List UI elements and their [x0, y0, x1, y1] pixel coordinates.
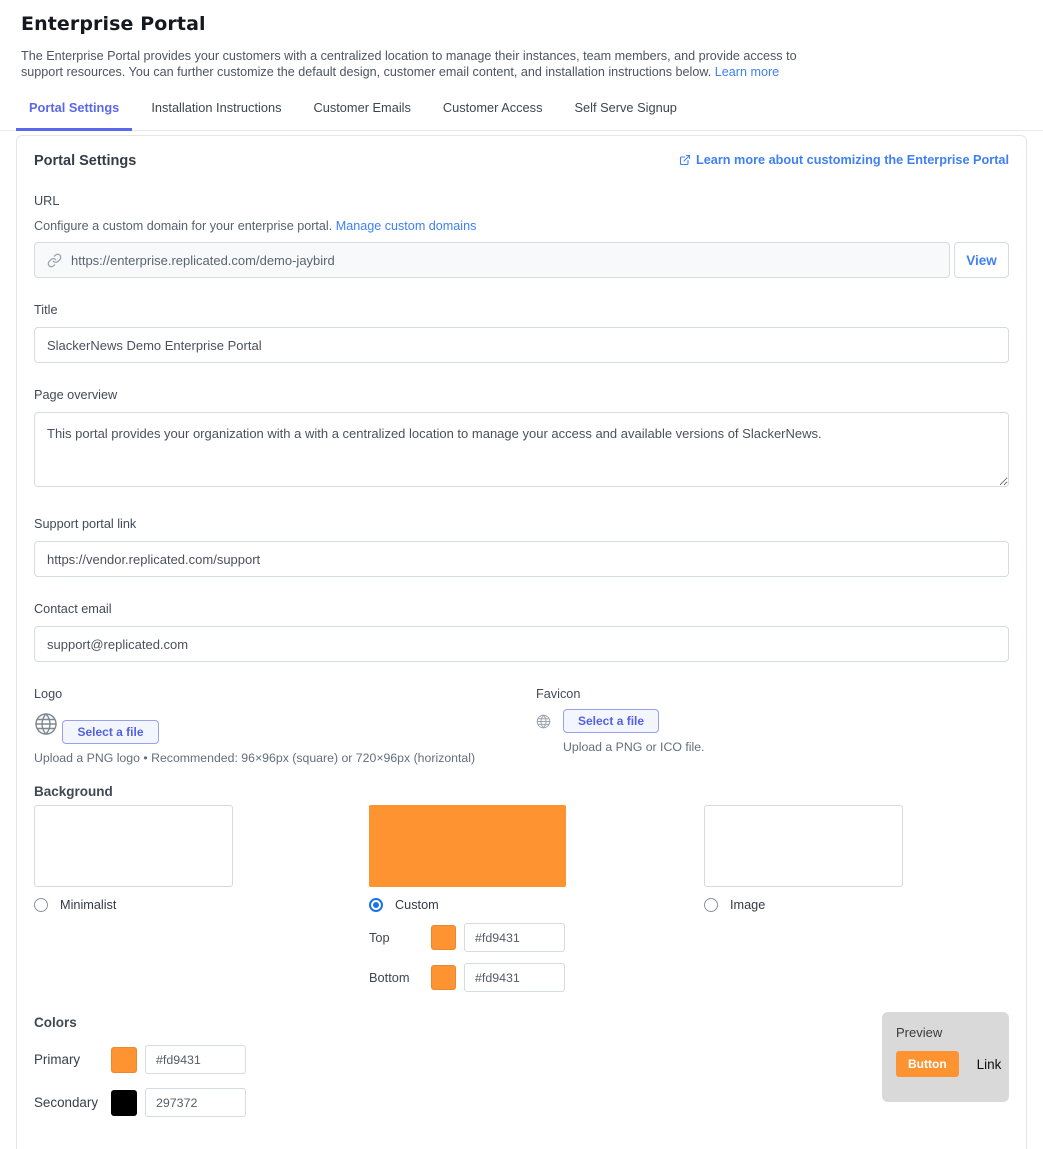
background-option-minimalist [34, 805, 369, 992]
preview-link: Link [976, 1056, 1002, 1072]
image-radio-label: Image [730, 898, 766, 912]
customize-portal-link[interactable] [679, 153, 1009, 167]
favicon-section [536, 686, 704, 765]
background-option-image [704, 805, 903, 992]
custom-radio[interactable] [369, 898, 383, 912]
background-bottom-label: Bottom [369, 970, 410, 985]
globe-icon [536, 714, 551, 729]
card-header [34, 153, 1009, 169]
background-bottom-row [369, 963, 704, 992]
view-portal-button[interactable]: View [954, 242, 1009, 278]
favicon-label: Favicon [536, 687, 581, 701]
page-overview-label: Page overview [34, 388, 118, 402]
background-top-row [369, 923, 704, 952]
logo-help-text: Upload a PNG logo • Recommended: 96×96px (square) or 720×96px (horizontal) [34, 751, 476, 765]
link-icon [47, 253, 62, 268]
favicon-select-file-button[interactable]: Select a file [563, 709, 659, 733]
logo-select-file-button[interactable]: Select a file [62, 720, 158, 744]
tab-bar [0, 92, 1043, 131]
url-help-text: Configure a custom domain for your enterprise portal. [34, 219, 333, 233]
tab-portal-settings[interactable]: Portal Settings [16, 92, 132, 131]
primary-color-label: Primary [34, 1052, 81, 1067]
primary-color-hex-input[interactable] [145, 1045, 246, 1074]
external-link-icon [679, 154, 691, 166]
manage-custom-domains-link[interactable]: Manage custom domains [335, 219, 477, 233]
url-help [34, 218, 1009, 234]
minimalist-radio-row[interactable] [34, 897, 369, 913]
background-top-label: Top [369, 930, 390, 945]
background-option-custom [369, 805, 704, 992]
minimalist-radio[interactable] [34, 898, 48, 912]
tab-installation-instructions[interactable]: Installation Instructions [151, 100, 282, 115]
url-input-wrap [34, 242, 950, 278]
tab-customer-emails[interactable]: Customer Emails [313, 100, 411, 115]
logo-section [34, 686, 536, 765]
custom-radio-label: Custom [395, 898, 439, 912]
support-portal-link-label: Support portal link [34, 517, 137, 531]
page-title: Enterprise Portal [21, 13, 206, 35]
portal-url-input[interactable] [71, 253, 937, 268]
background-options-row [34, 805, 1009, 992]
tab-customer-access[interactable]: Customer Access [442, 100, 543, 115]
background-top-swatch[interactable] [431, 925, 456, 950]
page-header [0, 0, 1043, 80]
preview-button: Button [896, 1051, 959, 1077]
minimalist-preview-box[interactable] [34, 805, 233, 887]
favicon-upload-block [563, 709, 704, 754]
logo-favicon-row [34, 686, 1009, 765]
secondary-color-row [34, 1088, 1009, 1117]
background-top-hex-input[interactable] [464, 923, 565, 952]
colors-section [34, 1014, 1009, 1117]
page-description [21, 48, 811, 80]
logo-label: Logo [34, 687, 63, 701]
image-radio-row[interactable] [704, 897, 903, 913]
custom-preview-box[interactable] [369, 805, 566, 887]
image-radio[interactable] [704, 898, 718, 912]
background-bottom-hex-input[interactable] [464, 963, 565, 992]
url-label: URL [34, 194, 60, 208]
page-overview-textarea[interactable] [34, 412, 1009, 487]
custom-radio-row[interactable] [369, 897, 704, 913]
secondary-color-hex-input[interactable] [145, 1088, 246, 1117]
url-input-group [34, 242, 1009, 278]
colors-label: Colors [34, 1015, 77, 1030]
title-label: Title [34, 303, 58, 317]
minimalist-radio-label: Minimalist [60, 898, 117, 912]
globe-icon [34, 712, 58, 736]
customize-portal-link-label: Learn more about customizing the Enterprise Portal [695, 153, 1009, 167]
primary-color-row [34, 1045, 1009, 1074]
support-portal-link-input[interactable] [34, 541, 1009, 577]
contact-email-input[interactable] [34, 626, 1009, 662]
preview-title: Preview [896, 1025, 943, 1040]
background-bottom-swatch[interactable] [431, 965, 456, 990]
contact-email-label: Contact email [34, 602, 112, 616]
favicon-help-text: Upload a PNG or ICO file. [563, 740, 705, 754]
learn-more-link[interactable]: Learn more [714, 65, 780, 79]
background-label: Background [34, 784, 113, 799]
secondary-color-label: Secondary [34, 1095, 99, 1110]
tab-self-serve-signup[interactable]: Self Serve Signup [574, 100, 677, 115]
preview-row [896, 1051, 1002, 1077]
colors-preview-panel [882, 1012, 1009, 1102]
page-description-text: The Enterprise Portal provides your customers with a centralized location to manage their instances, team members, and provide access to support resources. You can further customize the default design, customer email content, and installation instructions below. [21, 49, 797, 79]
portal-settings-card [16, 135, 1027, 1149]
title-input[interactable] [34, 327, 1009, 363]
primary-color-swatch[interactable] [111, 1047, 137, 1073]
favicon-row [536, 709, 704, 754]
secondary-color-swatch[interactable] [111, 1090, 137, 1116]
image-preview-box[interactable] [704, 805, 903, 887]
card-heading: Portal Settings [34, 153, 137, 169]
